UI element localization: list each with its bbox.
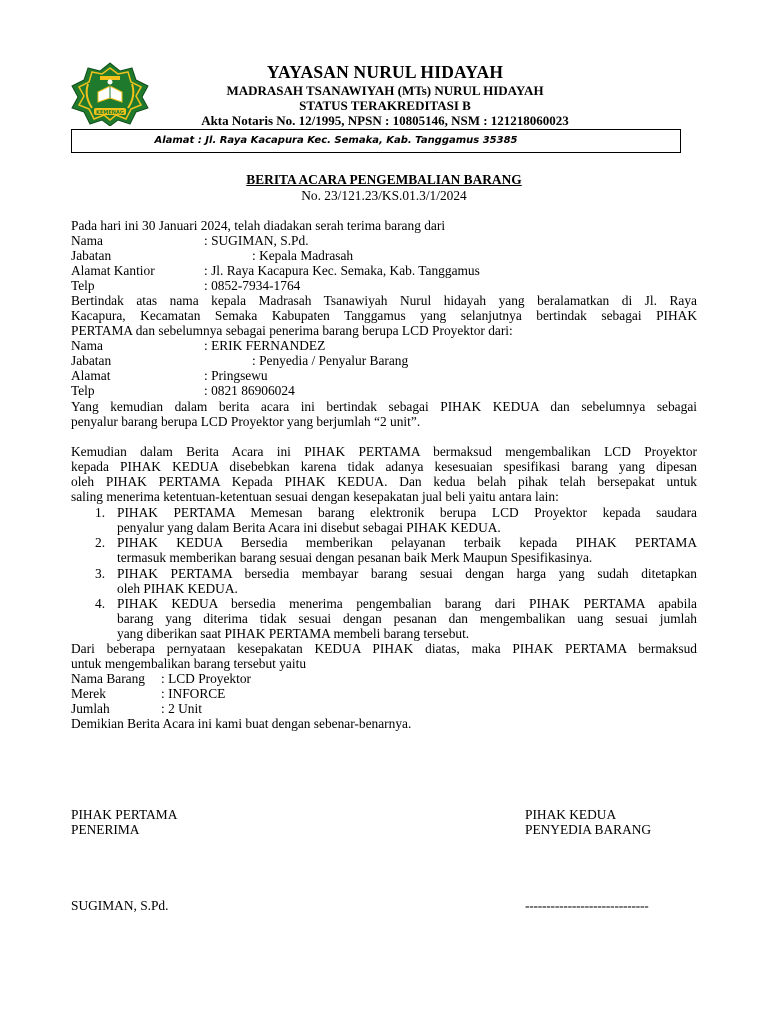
party2-position-value: : Penyedia / Penyalur Barang [252, 353, 409, 368]
paragraph-line: Bertindak atas nama kepala Madrasah Tsanawiyah Nurul hidayah yang beralamatkan di Jl. Raya [71, 293, 697, 308]
signature-left-sub: PENERIMA [71, 822, 140, 837]
term-line: penyalur yang dalam Berita Acara ini disebut sebagai PIHAK KEDUA. [117, 520, 501, 535]
foundation-name: YAYASAN NURUL HIDAYAH [266, 62, 504, 82]
paragraph-line: PERTAMA dan sebelumnya sebagai penerima barang berupa LCD Proyektor dari: [71, 323, 513, 338]
party1-position-label: Jabatan [71, 248, 112, 263]
goods-name-value: : LCD Proyektor [161, 671, 252, 686]
kemenag-logo [70, 62, 150, 126]
party2-address-label: Alamat [71, 368, 111, 383]
signature-left-name: SUGIMAN, S.Pd. [71, 898, 169, 913]
signature-left-role: PIHAK PERTAMA [71, 807, 178, 822]
party1-phone-label: Telp [71, 278, 95, 293]
party2-name-value: : ERIK FERNANDEZ [204, 338, 326, 353]
party2-address-value: : Pringsewu [204, 368, 268, 383]
goods-brand-value: : INFORCE [161, 686, 226, 701]
term-line: oleh PIHAK KEDUA. [117, 581, 238, 596]
party1-office-label: Alamat Kantior [71, 263, 155, 278]
term-number: 2. [95, 535, 106, 550]
school-address: Alamat : Jl. Raya Kacapura Kec. Semaka, Kab. Tanggamus 35385 [71, 129, 681, 153]
signature-right-role: PIHAK KEDUA [525, 807, 617, 822]
term-line: PIHAK PERTAMA Memesan barang elektronik berupa LCD Proyektor kepada saudara [117, 505, 697, 520]
paragraph-line: untuk mengembalikan barang tersebut yaitu [71, 656, 307, 671]
paragraph-line: Kacapura, Kecamatan Semaka Kabupaten Tanggamus yang selanjutnya bertindak sebagai PIHAK [71, 308, 697, 323]
goods-name-label: Nama Barang [71, 671, 145, 686]
paragraph-line: Kemudian dalam Berita Acara ini PIHAK PERTAMA bermaksud mengembalikan LCD Proyektor [71, 444, 697, 459]
party1-office-value: : Jl. Raya Kacapura Kec. Semaka, Kab. Tanggamus [204, 263, 480, 278]
term-line: PIHAK KEDUA bersedia menerima pengembalian barang dari PIHAK PERTAMA apabila [117, 596, 697, 611]
party2-phone-label: Telp [71, 383, 95, 398]
closing-statement: Demikian Berita Acara ini kami buat dengan sebenar-benarnya. [71, 716, 412, 731]
party2-phone-value: : 0821 86906024 [204, 383, 295, 398]
party2-name-label: Nama [71, 338, 103, 353]
term-line: PIHAK PERTAMA bersedia membayar barang sesuai dengan harga yang sudah ditetapkan [117, 566, 697, 581]
paragraph-line: saling menerima ketentuan-ketentuan sesuai dengan kesepakatan jual beli yaitu antara lain: [71, 489, 559, 504]
paragraph-line: Dari beberapa pernyataan kesepakatan KEDUA PIHAK diatas, maka PIHAK PERTAMA bermaksud [71, 641, 697, 656]
notary-info: Akta Notaris No. 12/1995, NPSN : 10805146, NSM : 121218060023 [201, 113, 569, 128]
paragraph-line: oleh PIHAK PERTAMA Kepada PIHAK KEDUA. Dan kedua belah pihak telah bersepakat untuk [71, 474, 697, 489]
term-number: 1. [95, 505, 106, 520]
logo-text: KEMENAG [96, 109, 124, 116]
paragraph-line: penyalur barang berupa LCD Proyektor yang berjumlah “2 unit”. [71, 414, 421, 429]
document-number: No. 23/121.23/KS.01.3/1/2024 [301, 188, 467, 203]
party1-name-value: : SUGIMAN, S.Pd. [204, 233, 309, 248]
goods-brand-label: Merek [71, 686, 106, 701]
party1-name-label: Nama [71, 233, 103, 248]
term-line: yang diberikan saat PIHAK PERTAMA membeli barang tersebut. [117, 626, 470, 641]
school-name: MADRASAH TSANAWIYAH (MTs) NURUL HIDAYAH [226, 83, 544, 98]
term-number: 4. [95, 596, 106, 611]
signature-right-sub: PENYEDIA BARANG [525, 822, 652, 837]
paragraph-line: Yang kemudian dalam berita acara ini bertindak sebagai PIHAK KEDUA dan sebelumnya sebagai [71, 399, 697, 414]
signature-right-blank-line: ----------------------------- [525, 898, 649, 913]
document-title: BERITA ACARA PENGEMBALIAN BARANG [246, 172, 522, 187]
term-line: termasuk memberikan barang sesuai dengan pesanan baik Merk Maupun Spesifikasinya. [117, 550, 593, 565]
term-line: barang yang diterima tidak sesuai dengan pesanan dan mengembalikan uang sesuai jumlah [117, 611, 697, 626]
term-line: PIHAK KEDUA Bersedia memberikan pelayanan terbaik kepada PIHAK PERTAMA [117, 535, 697, 550]
goods-qty-value: : 2 Unit [161, 701, 202, 716]
party1-phone-value: : 0852-7934-1764 [204, 278, 301, 293]
party1-position-value: : Kepala Madrasah [252, 248, 354, 263]
paragraph-line: kepada PIHAK KEDUA disebebkan karena tidak adanya kesesuaian spesifikasi barang yang dipesan [71, 459, 697, 474]
term-number: 3. [95, 566, 106, 581]
accreditation-status: STATUS TERAKREDITASI B [299, 98, 471, 113]
intro-text: Pada hari ini 30 Januari 2024, telah diadakan serah terima barang dari [71, 218, 446, 233]
goods-qty-label: Jumlah [71, 701, 110, 716]
party2-position-label: Jabatan [71, 353, 112, 368]
